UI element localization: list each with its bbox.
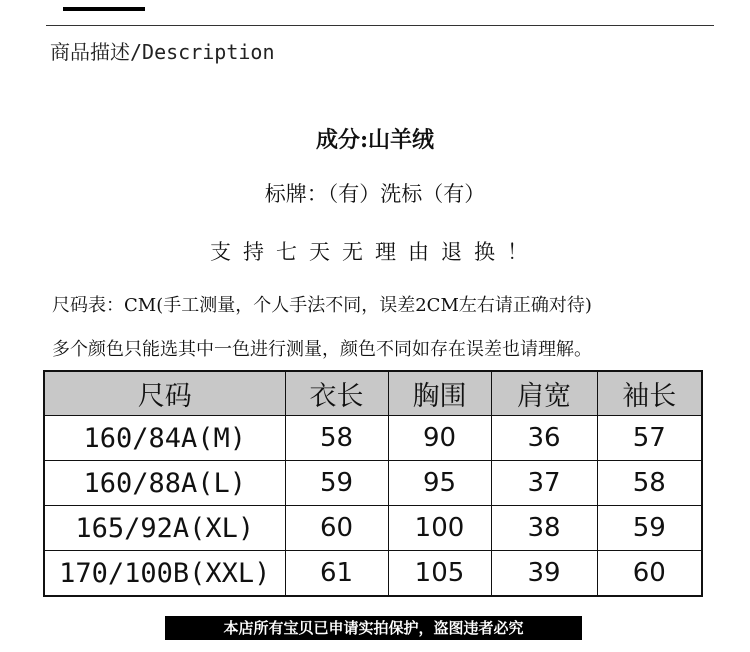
top-accent-bar: [63, 7, 145, 11]
size-cell: 165/92A(XL): [44, 506, 285, 551]
copyright-notice-banner: 本店所有宝贝已申请实拍保护，盗图违者必究: [165, 616, 582, 640]
table-row: [44, 416, 702, 461]
length-cell: 59: [285, 461, 388, 506]
returns-policy-text: 支持七天无理由退换！: [210, 240, 540, 264]
size-table: [43, 370, 703, 597]
header-divider: [46, 25, 714, 26]
chest-cell: 95: [388, 461, 491, 506]
sleeve-cell: 57: [597, 416, 702, 461]
sleeve-cell: 59: [597, 506, 702, 551]
table-row: [44, 506, 702, 551]
length-cell: 60: [285, 506, 388, 551]
size-cell: 170/100B(XXL): [44, 551, 285, 597]
shoulder-cell: 36: [491, 416, 597, 461]
sleeve-cell: 60: [597, 551, 702, 597]
header-size: 尺码: [44, 371, 285, 416]
composition-text: 成分:山羊绒: [315, 127, 435, 153]
size-table-header-row: [44, 371, 702, 416]
table-row: [44, 551, 702, 597]
chest-cell: 105: [388, 551, 491, 597]
chest-cell: 90: [388, 416, 491, 461]
length-cell: 58: [285, 416, 388, 461]
color-measure-note: 多个颜色只能选其中一色进行测量，颜色不同如存在误差也请理解。: [52, 339, 592, 360]
shoulder-cell: 37: [491, 461, 597, 506]
header-sleeve: 袖长: [597, 371, 702, 416]
header-chest: 胸围: [388, 371, 491, 416]
size-chart-note: 尺码表：CM(手工测量，个人手法不同，误差2CM左右请正确对待): [52, 295, 592, 316]
header-length: 衣长: [285, 371, 388, 416]
sleeve-cell: 58: [597, 461, 702, 506]
header-shoulder: 肩宽: [491, 371, 597, 416]
table-row: [44, 461, 702, 506]
size-cell: 160/84A(M): [44, 416, 285, 461]
section-title: 商品描述/Description: [50, 40, 275, 64]
shoulder-cell: 38: [491, 506, 597, 551]
chest-cell: 100: [388, 506, 491, 551]
labels-text: 标牌：（有）洗标（有）: [264, 182, 486, 206]
length-cell: 61: [285, 551, 388, 597]
size-cell: 160/88A(L): [44, 461, 285, 506]
shoulder-cell: 39: [491, 551, 597, 597]
